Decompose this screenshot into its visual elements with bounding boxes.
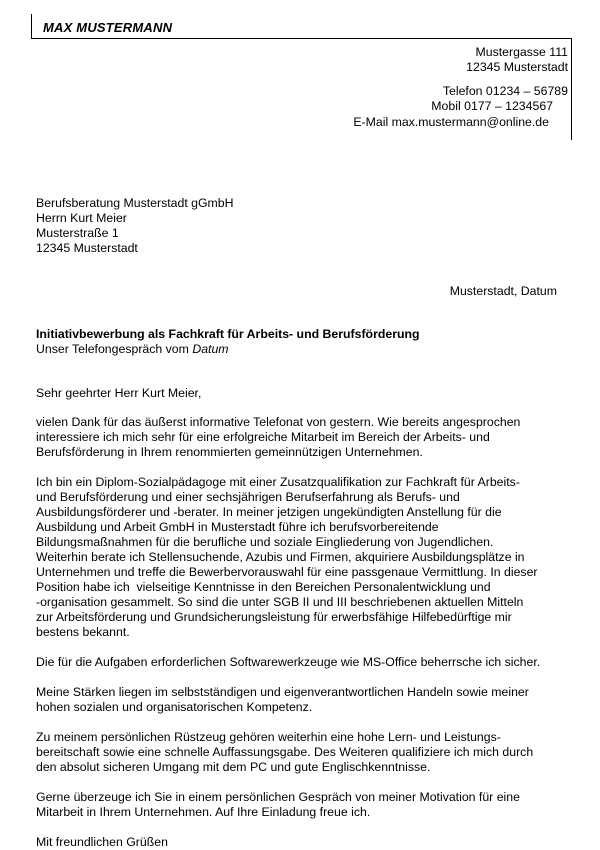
subject-block — [36, 327, 420, 357]
paragraph-line: bereitschaft sowie eine schnelle Auffassungsgabe. Des Weiteren qualifiziere ich mich durch — [36, 745, 534, 759]
header-frame-right-line — [571, 38, 572, 140]
paragraph-line: bestens bekannt. — [36, 625, 130, 639]
paragraph-line: Gerne überzeuge ich Sie in einem persönlichen Gespräch von meiner Motivation für eine — [36, 790, 520, 804]
paragraph-line: Weiterhin berate ich Stellensuchende, Azubis und Firmen, akquiriere Ausbildungsplätze in — [36, 550, 525, 564]
body-paragraph — [36, 685, 566, 715]
paragraph-line: -organisation gesammelt. So sind die unter SGB II und III beschriebenen aktuellen Mitteln — [36, 595, 524, 609]
paragraph-line: Bildungsmaßnahmen für die berufliche und soziale Eingliederung von Jugendlichen. — [36, 535, 494, 549]
subject-reference-prefix: Unser Telefongespräch vom — [36, 342, 193, 356]
sender-name: MAX MUSTERMANN — [43, 20, 173, 35]
paragraph-line: Ausbildung und Arbeit GmbH in Musterstadt führe ich berufsvorbereitende — [36, 520, 439, 534]
header-frame-left-line — [31, 14, 32, 38]
body-paragraphs — [36, 415, 566, 820]
recipient-city: 12345 Musterstadt — [36, 241, 138, 255]
paragraph-line: und Berufsförderung und einer sechsjährigen Berufserfahrung als Berufs- und — [36, 490, 460, 504]
sender-phone: Telefon 01234 – 56789 — [442, 84, 568, 98]
paragraph-line: Position habe ich vielseitige Kenntnisse in den Bereichen Personalentwicklung und — [36, 580, 491, 594]
recipient-street: Musterstraße 1 — [36, 226, 119, 240]
subject-reference — [36, 342, 420, 357]
paragraph-line: interessiere ich mich sehr für eine erfolgreiche Mitarbeit im Bereich der Arbeits- und — [36, 430, 490, 444]
sender-city: 12345 Musterstadt — [466, 60, 568, 74]
paragraph-line: Berufsförderung in Ihrem renommierten gemeinnützigen Unternehmen. — [36, 445, 423, 459]
recipient-company: Berufsberatung Musterstadt gGmbH — [36, 196, 234, 210]
paragraph-line: Die für die Aufgaben erforderlichen Softwarewerkzeuge wie MS-Office beherrsche ich sicher. — [36, 655, 541, 669]
paragraph-line: Mitarbeit in Ihrem Unternehmen. Auf Ihre Einladung freue ich. — [36, 805, 371, 819]
paragraph-line: Ich bin ein Diplom-Sozialpädagoge mit einer Zusatzqualifikation zur Fachkraft für Arbeits- — [36, 475, 520, 489]
sender-mobile: Mobil 0177 – 1234567 — [431, 99, 553, 113]
header-divider — [31, 38, 572, 39]
body-paragraph — [36, 655, 566, 670]
paragraph-line: den absolut sicheren Umgang mit dem PC und gute Englischkenntnisse. — [36, 760, 431, 774]
salutation: Sehr geehrter Herr Kurt Meier, — [36, 386, 202, 400]
closing: Mit freundlichen Grüßen — [36, 835, 168, 849]
subject-title: Initiativbewerbung als Fachkraft für Arbeits- und Berufsförderung — [36, 327, 420, 341]
date-line: Musterstadt, Datum — [449, 284, 557, 298]
sender-email: E-Mail max.mustermann@online.de — [353, 115, 549, 129]
paragraph-line: Zu meinem persönlichen Rüstzeug gehören weiterhin eine hohe Lern- und Leistungs- — [36, 730, 501, 744]
recipient-person: Herrn Kurt Meier — [36, 211, 127, 225]
recipient-address — [36, 196, 234, 256]
paragraph-line: Meine Stärken liegen im selbstständigen und eigenverantwortlichen Handeln sowie meiner — [36, 685, 529, 699]
paragraph-line: Unternehmen und treffe die Bewerbervorauswahl für eine passgenaue Vermittlung. In dieser — [36, 565, 538, 579]
body-paragraph — [36, 730, 566, 775]
letter-body — [36, 386, 566, 850]
sender-street: Mustergasse 111 — [475, 45, 568, 59]
body-paragraph — [36, 790, 566, 820]
body-paragraph — [36, 475, 566, 640]
paragraph-line: zur Arbeitsförderung und Grundsicherungsleistung für erwerbsfähige Hilfebedürftige mir — [36, 610, 512, 624]
body-paragraph — [36, 415, 566, 460]
paragraph-line: Ausbildungsförderer und -berater. In meiner jetzigen ungekündigten Anstellung für die — [36, 505, 502, 519]
subject-reference-date: Datum — [192, 342, 229, 356]
paragraph-line: hohen sozialen und organisatorischen Kompetenz. — [36, 700, 313, 714]
paragraph-line: vielen Dank für das äußerst informative Telefonat von gestern. Wie bereits angesprochen — [36, 415, 521, 429]
